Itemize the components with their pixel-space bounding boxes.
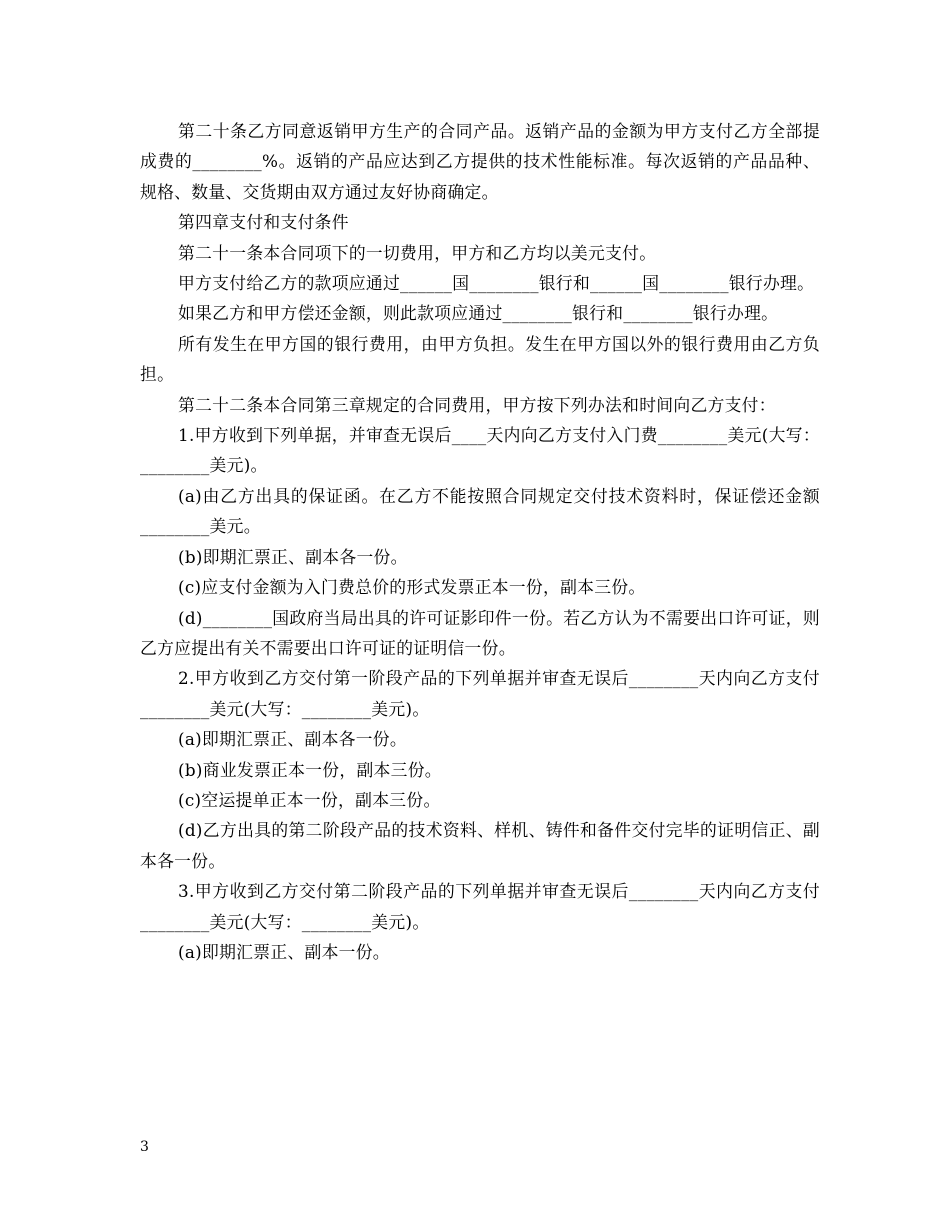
list-item-1: 1.甲方收到下列单据，并审查无误后____天内向乙方支付入门费________美元(大写：________美元)。 (140, 425, 820, 476)
paragraph-repayment-bank: 如果乙方和甲方偿还金额，则此款项应通过________银行和________银行办理。 (178, 303, 779, 324)
list-item-2b: (b)商业发票正本一份，副本三份。 (178, 759, 442, 780)
list-item-2c: (c)空运提单正本一份，副本三份。 (178, 789, 441, 810)
list-item-1d: (d)________国政府当局出具的许可证影印件一份。若乙方认为不需要出口许可证，则乙方应提出有关不需要出口许可证的证明信一份。 (140, 607, 820, 658)
list-item-3: 3.甲方收到乙方交付第二阶段产品的下列单据并审查无误后________天内向乙方支付________美元(大写：________美元)。 (140, 881, 820, 932)
paragraph-article-20: 第二十条乙方同意返销甲方生产的合同产品。返销产品的金额为甲方支付乙方全部提成费的________%。返销的产品应达到乙方提供的技术性能标准。每次返销的产品品种、规格、数量、交货期由双方通过友好协商确定。 (140, 121, 820, 202)
chapter-heading: 第四章支付和支付条件 (178, 212, 349, 233)
list-item-1a: (a)由乙方出具的保证函。在乙方不能按照合同规定交付技术资料时，保证偿还金额________美元。 (140, 485, 820, 537)
list-item-2a: (a)即期汇票正、副本各一份。 (178, 729, 407, 750)
list-item-1b: (b)即期汇票正、副本各一份。 (178, 546, 408, 567)
document-body (140, 116, 820, 967)
paragraph-article-22: 第二十二条本合同第三章规定的合同费用，甲方按下列办法和时间向乙方支付： (178, 394, 776, 415)
paragraph-bank-fees: 所有发生在甲方国的银行费用，由甲方负担。发生在甲方国以外的银行费用由乙方负担。 (140, 333, 820, 385)
page-number: 3 (140, 1139, 149, 1155)
paragraph-article-21: 第二十一条本合同项下的一切费用，甲方和乙方均以美元支付。 (178, 242, 657, 263)
list-item-2: 2.甲方收到乙方交付第一阶段产品的下列单据并审查无误后________天内向乙方支付________美元(大写：________美元)。 (140, 668, 820, 719)
paragraph-bank-payment: 甲方支付给乙方的款项应通过______国________银行和______国________银行办理。 (178, 273, 815, 294)
list-item-2d: (d)乙方出具的第二阶段产品的技术资料、样机、铸件和备件交付完毕的证明信正、副本各一份。 (140, 820, 820, 871)
list-item-1c: (c)应支付金额为入门费总价的形式发票正本一份，副本三份。 (178, 577, 646, 598)
list-item-3a: (a)即期汇票正、副本一份。 (178, 941, 390, 962)
